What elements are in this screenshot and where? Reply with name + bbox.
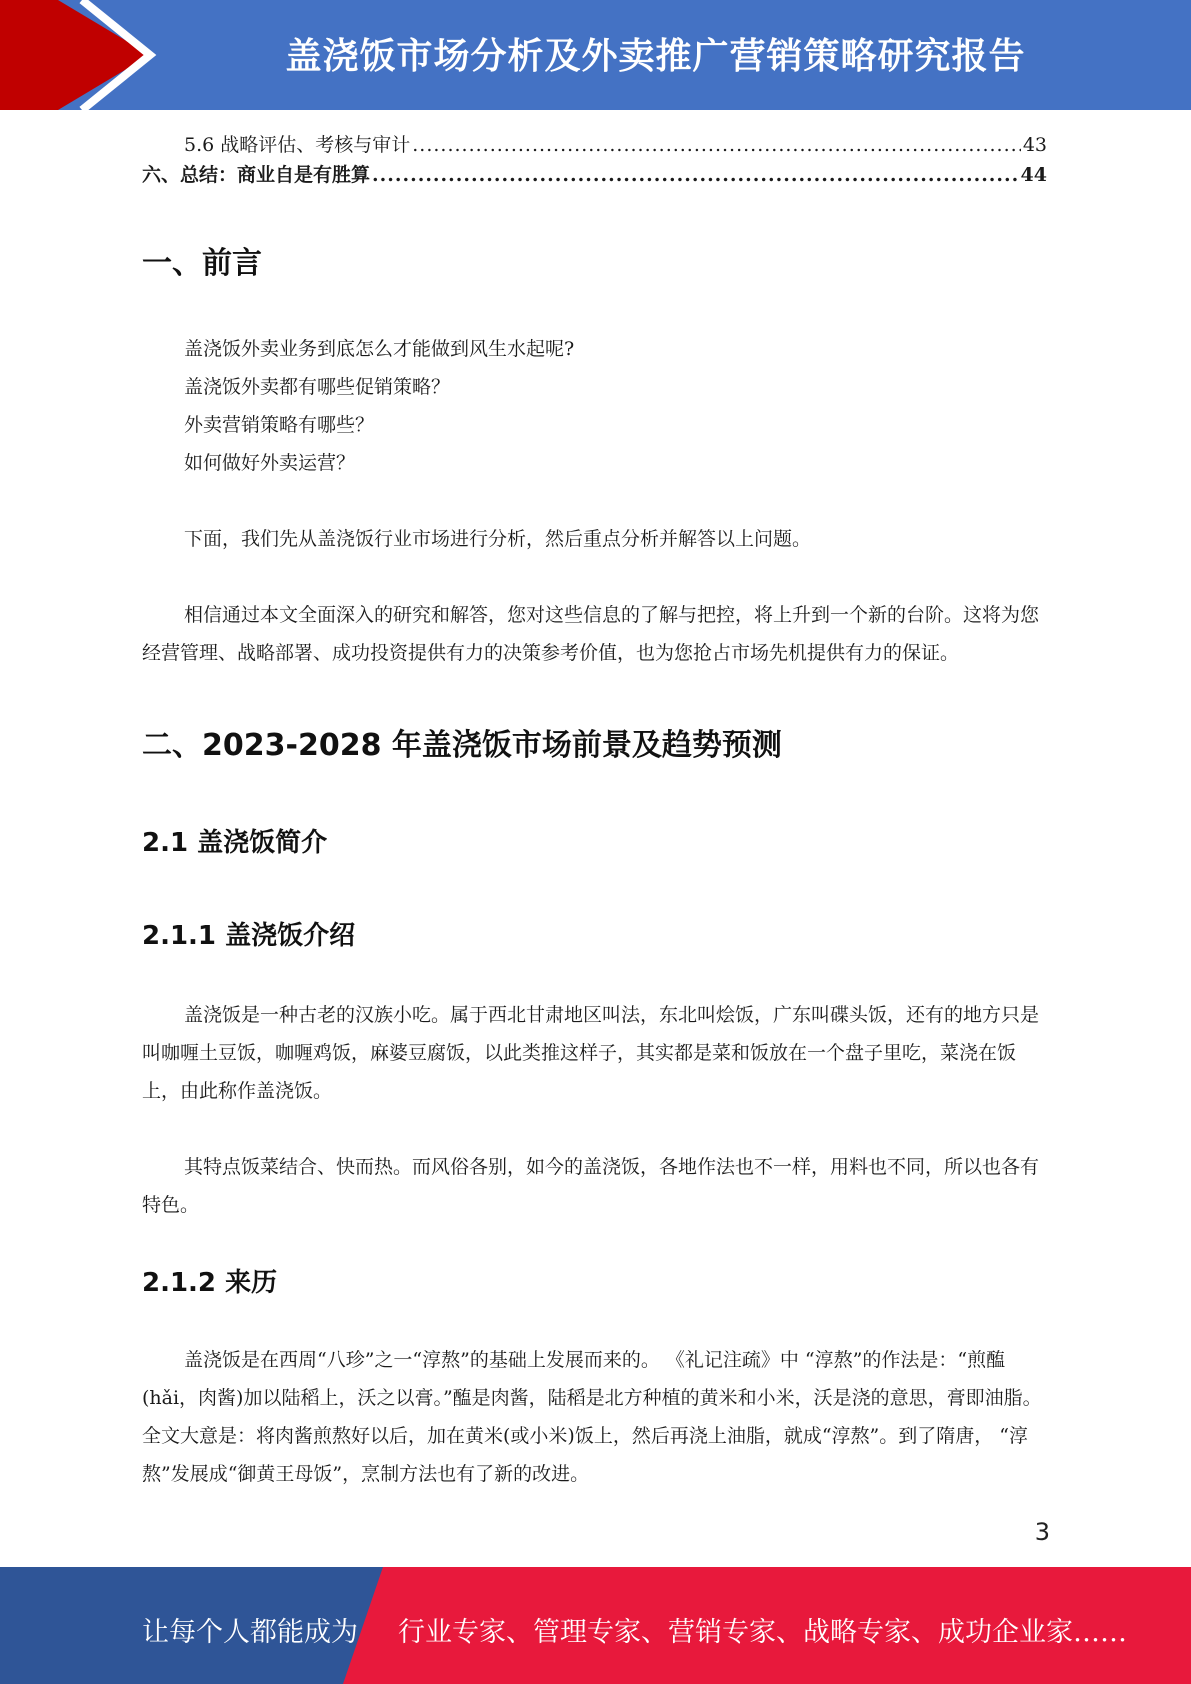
- question-item: 如何做好外卖运营？: [184, 452, 356, 474]
- section-heading-preface: 一、前言: [142, 246, 262, 281]
- toc-entry[interactable]: [142, 130, 1047, 160]
- question-item: 盖浇饭外卖业务到底怎么才能做到风生水起呢?: [184, 338, 575, 360]
- paragraph: 盖浇饭是一种古老的汉族小吃。属于西北甘肃地区叫法，东北叫烩饭，广东叫碟头饭，还有的地方只是叫咖喱土豆饭，咖喱鸡饭，麻婆豆腐饭，以此类推这样子，其实都是菜和饭放在一个盘子里吃，菜浇在饭上，由此称作盖浇饭。: [142, 1004, 1040, 1102]
- page-number: 3: [1034, 1518, 1050, 1546]
- page-content: [142, 130, 1047, 1493]
- subsection-heading: 2.1.2 来历: [142, 1268, 278, 1298]
- paragraph: 盖浇饭是在西周“八珍”之一“淳熬”的基础上发展而来的。 《礼记注疏》中 “淳熬”的作法是：“煎醢(hǎi，肉酱)加以陆稻上，沃之以膏。”醢是肉酱，陆稻是北方种植的黄米和小米，沃是浇的意思，膏即油脂。全文大意是：将肉酱煎熬好以后，加在黄米(或小米)饭上，然后再浇上油脂，就成“淳熬”。到了隋唐， “淳熬”发展成“御黄王母饭”，烹制方法也有了新的改进。: [142, 1349, 1042, 1485]
- toc-leader-dots: [372, 160, 1019, 190]
- question-list: [142, 330, 1047, 482]
- header-title: 盖浇饭市场分析及外卖推广营销策略研究报告: [285, 36, 1026, 77]
- question-item: 外卖营销策略有哪些？: [184, 414, 375, 436]
- toc-entry-label: 六、总结：商业自是有胜算: [142, 164, 371, 186]
- toc-entry-page: 43: [1022, 134, 1047, 156]
- subsection-heading: 2.1.1 盖浇饭介绍: [142, 921, 356, 951]
- toc-entry-page: 44: [1020, 164, 1047, 186]
- paragraph: 相信通过本文全面深入的研究和解答，您对这些信息的了解与把控，将上升到一个新的台阶。这将为您经营管理、战略部署、成功投资提供有力的决策参考价值，也为您抢占市场先机提供有力的保证。: [142, 604, 1040, 664]
- paragraph: 下面，我们先从盖浇饭行业市场进行分析，然后重点分析并解答以上问题。: [184, 528, 812, 550]
- page-footer: [0, 1567, 1191, 1684]
- toc-entry-label: 5.6 战略评估、考核与审计: [184, 134, 411, 156]
- subsection-heading: 2.1 盖浇饭简介: [142, 828, 328, 858]
- footer-slogan-left: 让每个人都能成为: [142, 1617, 358, 1648]
- toc-leader-dots: [412, 130, 1021, 160]
- toc-entry[interactable]: [142, 160, 1047, 190]
- section-heading-market-outlook: 二、2023-2028 年盖浇饭市场前景及趋势预测: [142, 728, 782, 763]
- question-item: 盖浇饭外卖都有哪些促销策略？: [184, 376, 451, 398]
- table-of-contents: [142, 130, 1047, 190]
- page-header: [0, 0, 1191, 110]
- footer-slogan-right: 行业专家、管理专家、营销专家、战略专家、成功企业家……: [398, 1617, 1127, 1648]
- paragraph: 其特点饭菜结合、快而热。而风俗各别，如今的盖浇饭，各地作法也不一样，用料也不同，所以也各有特色。: [142, 1156, 1040, 1216]
